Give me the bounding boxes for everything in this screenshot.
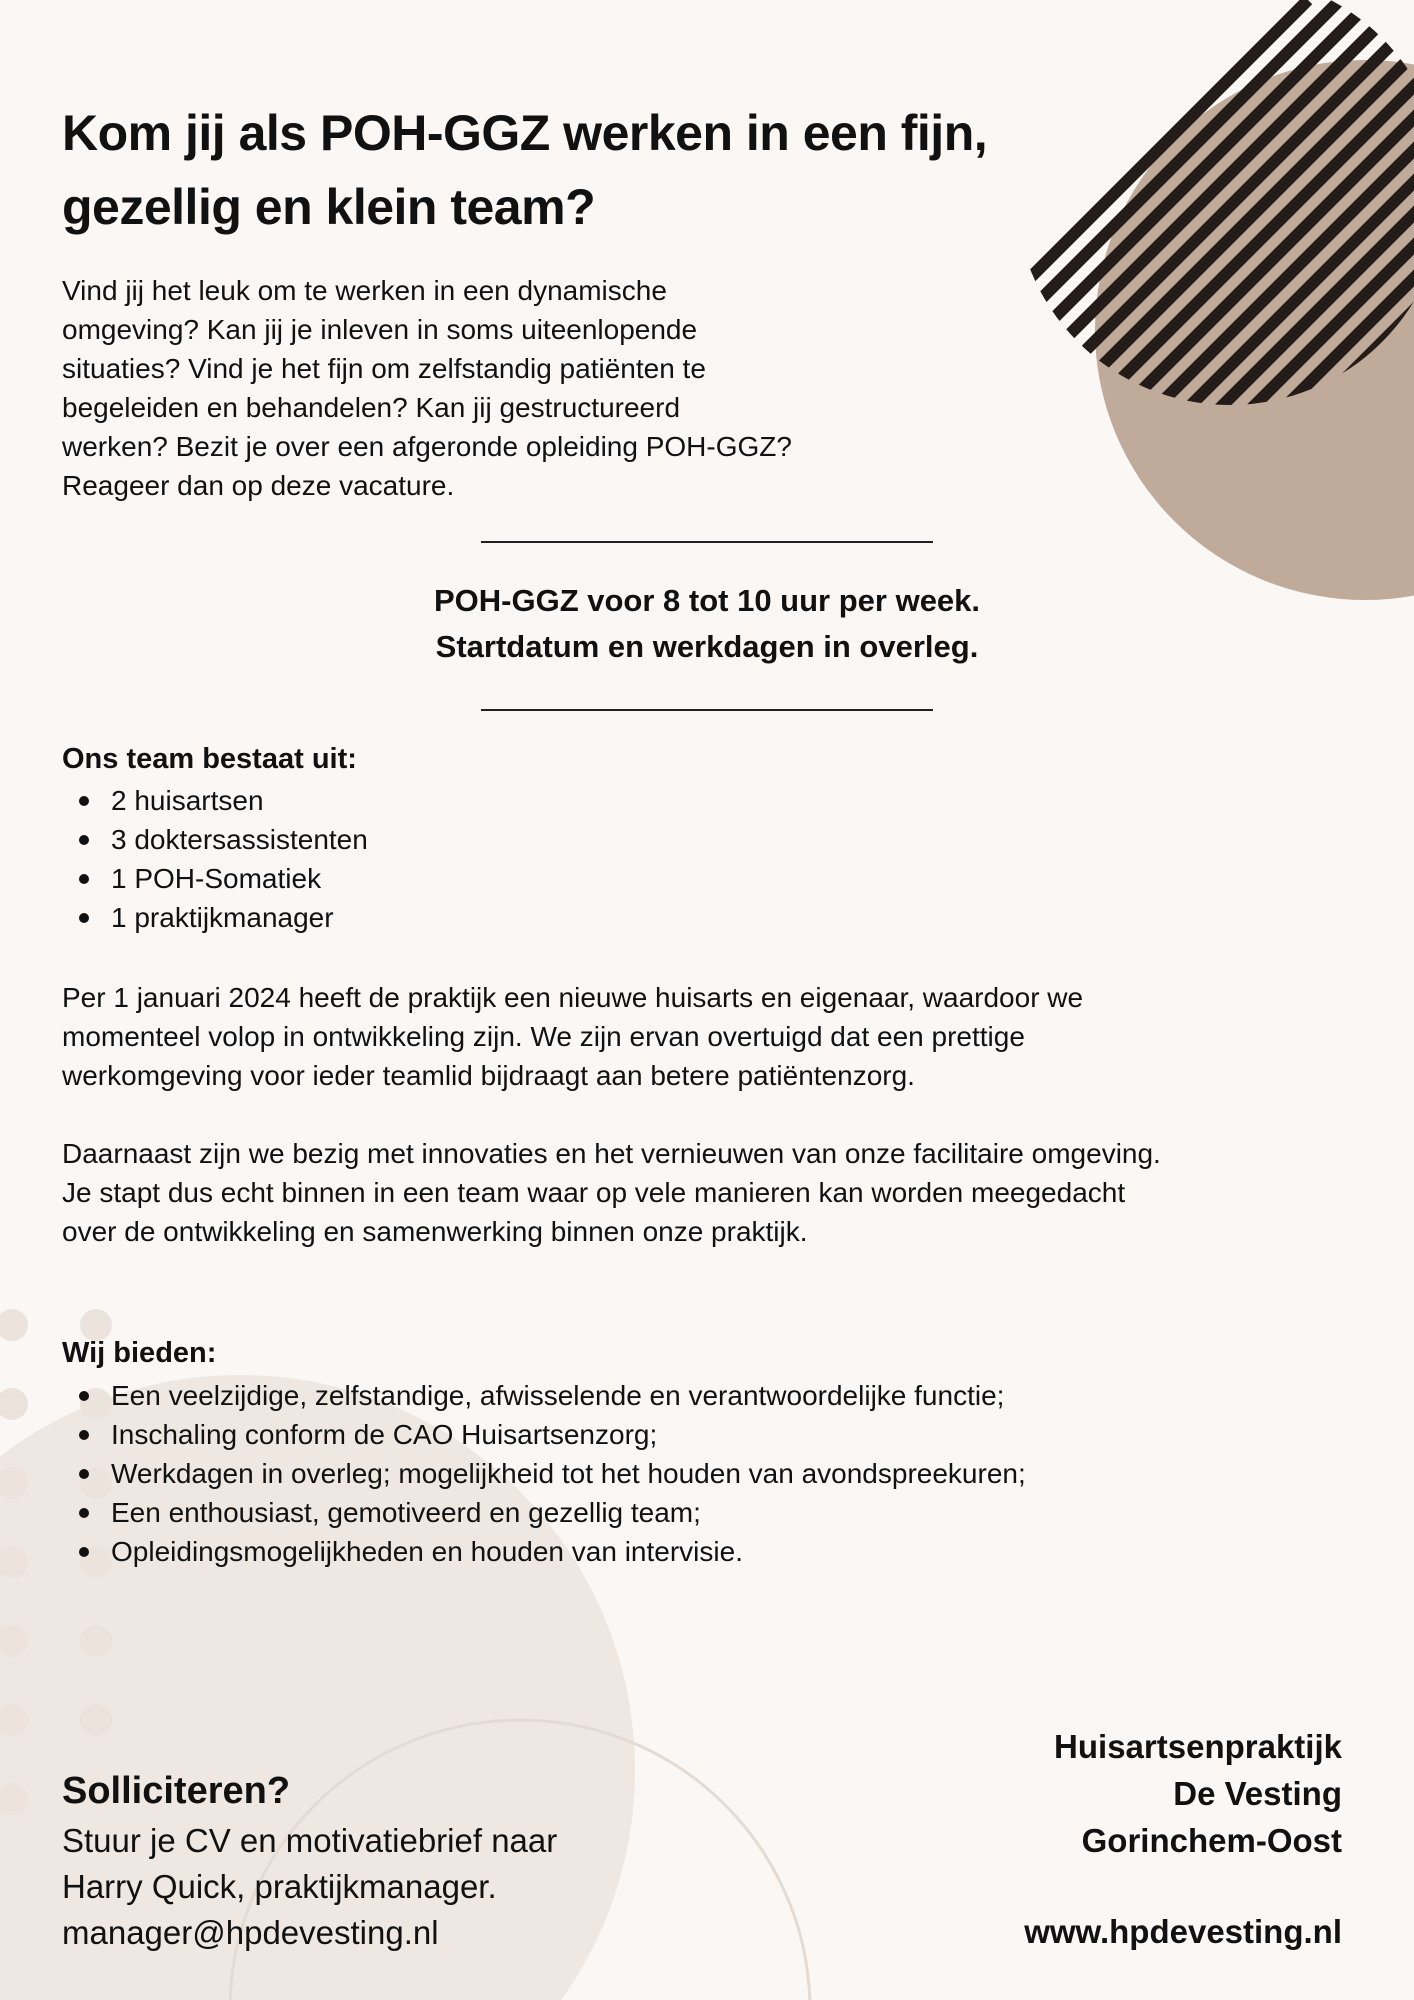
apply-email: manager@hpdevesting.nl <box>62 1914 439 1951</box>
practice-paragraph <box>62 978 1362 1095</box>
highlight-hours: POH-GGZ voor 8 tot 10 uur per week. <box>433 583 981 618</box>
intro-paragraph <box>62 271 922 505</box>
list-item: 1 POH-Somatiek <box>62 859 368 898</box>
apply-text <box>62 1818 557 1956</box>
list-item: Werkdagen in overleg; mogelijkheid tot het houden van avondspreekuren; <box>62 1454 1026 1493</box>
divider-bottom <box>481 709 933 711</box>
list-item: Inschaling conform de CAO Huisartsenzorg; <box>62 1415 1026 1454</box>
team-list <box>62 781 368 937</box>
list-item: 3 doktersassistenten <box>62 820 368 859</box>
apply-heading: Solliciteren? <box>62 1770 291 1812</box>
apply-instruction: Stuur je CV en motivatiebrief naar <box>62 1822 558 1859</box>
paragraph-line: Daarnaast zijn we bezig met innovaties en het vernieuwen van onze facilitaire omgeving. <box>62 1138 1161 1169</box>
paragraph-line: werkomgeving voor ieder teamlid bijdraagt aan betere patiëntenzorg. <box>62 1060 915 1091</box>
divider-top <box>481 541 933 543</box>
intro-line: Vind jij het leuk om te werken in een dynamische <box>62 275 667 306</box>
intro-line: begeleiden en behandelen? Kan jij gestructureerd <box>62 392 681 423</box>
intro-line: werken? Bezit je over een afgeronde opleiding POH-GGZ? <box>62 431 792 462</box>
page-title: Kom jij als POH-GGZ werken in een fijn, gezellig en klein team? <box>62 105 988 235</box>
intro-line: Reageer dan op deze vacature. <box>62 470 455 501</box>
practice-line: De Vesting <box>1173 1775 1342 1812</box>
list-item: 1 praktijkmanager <box>62 898 368 937</box>
apply-contact-person: Harry Quick, praktijkmanager. <box>62 1868 497 1905</box>
offer-list <box>62 1376 1026 1571</box>
practice-name <box>1054 1723 1342 1864</box>
practice-line: Gorinchem-Oost <box>1081 1822 1342 1859</box>
paragraph-line: Je stapt dus echt binnen in een team waar op vele manieren kan worden meegedacht <box>62 1177 1126 1208</box>
practice-line: Huisartsenpraktijk <box>1054 1728 1342 1765</box>
list-item: Een veelzijdige, zelfstandige, afwisselende en verantwoordelijke functie; <box>62 1376 1026 1415</box>
innovation-paragraph <box>62 1134 1362 1251</box>
list-item: Opleidingsmogelijkheden en houden van intervisie. <box>62 1532 1026 1571</box>
offer-heading: Wij bieden: <box>62 1337 217 1369</box>
highlight-start: Startdatum en werkdagen in overleg. <box>435 629 979 664</box>
intro-line: omgeving? Kan jij je inleven in soms uiteenlopende <box>62 314 698 345</box>
list-item: 2 huisartsen <box>62 781 368 820</box>
team-heading: Ons team bestaat uit: <box>62 743 357 775</box>
website-link: www.hpdevesting.nl <box>1024 1913 1342 1950</box>
paragraph-line: momenteel volop in ontwikkeling zijn. We zijn ervan overtuigd dat een prettige <box>62 1021 1025 1052</box>
list-item: Een enthousiast, gemotiveerd en gezellig team; <box>62 1493 1026 1532</box>
job-highlight <box>300 578 1114 670</box>
paragraph-line: over de ontwikkeling en samenwerking binnen onze praktijk. <box>62 1216 808 1247</box>
paragraph-line: Per 1 januari 2024 heeft de praktijk een nieuwe huisarts en eigenaar, waardoor we <box>62 982 1084 1013</box>
intro-line: situaties? Vind je het fijn om zelfstandig patiënten te <box>62 353 706 384</box>
